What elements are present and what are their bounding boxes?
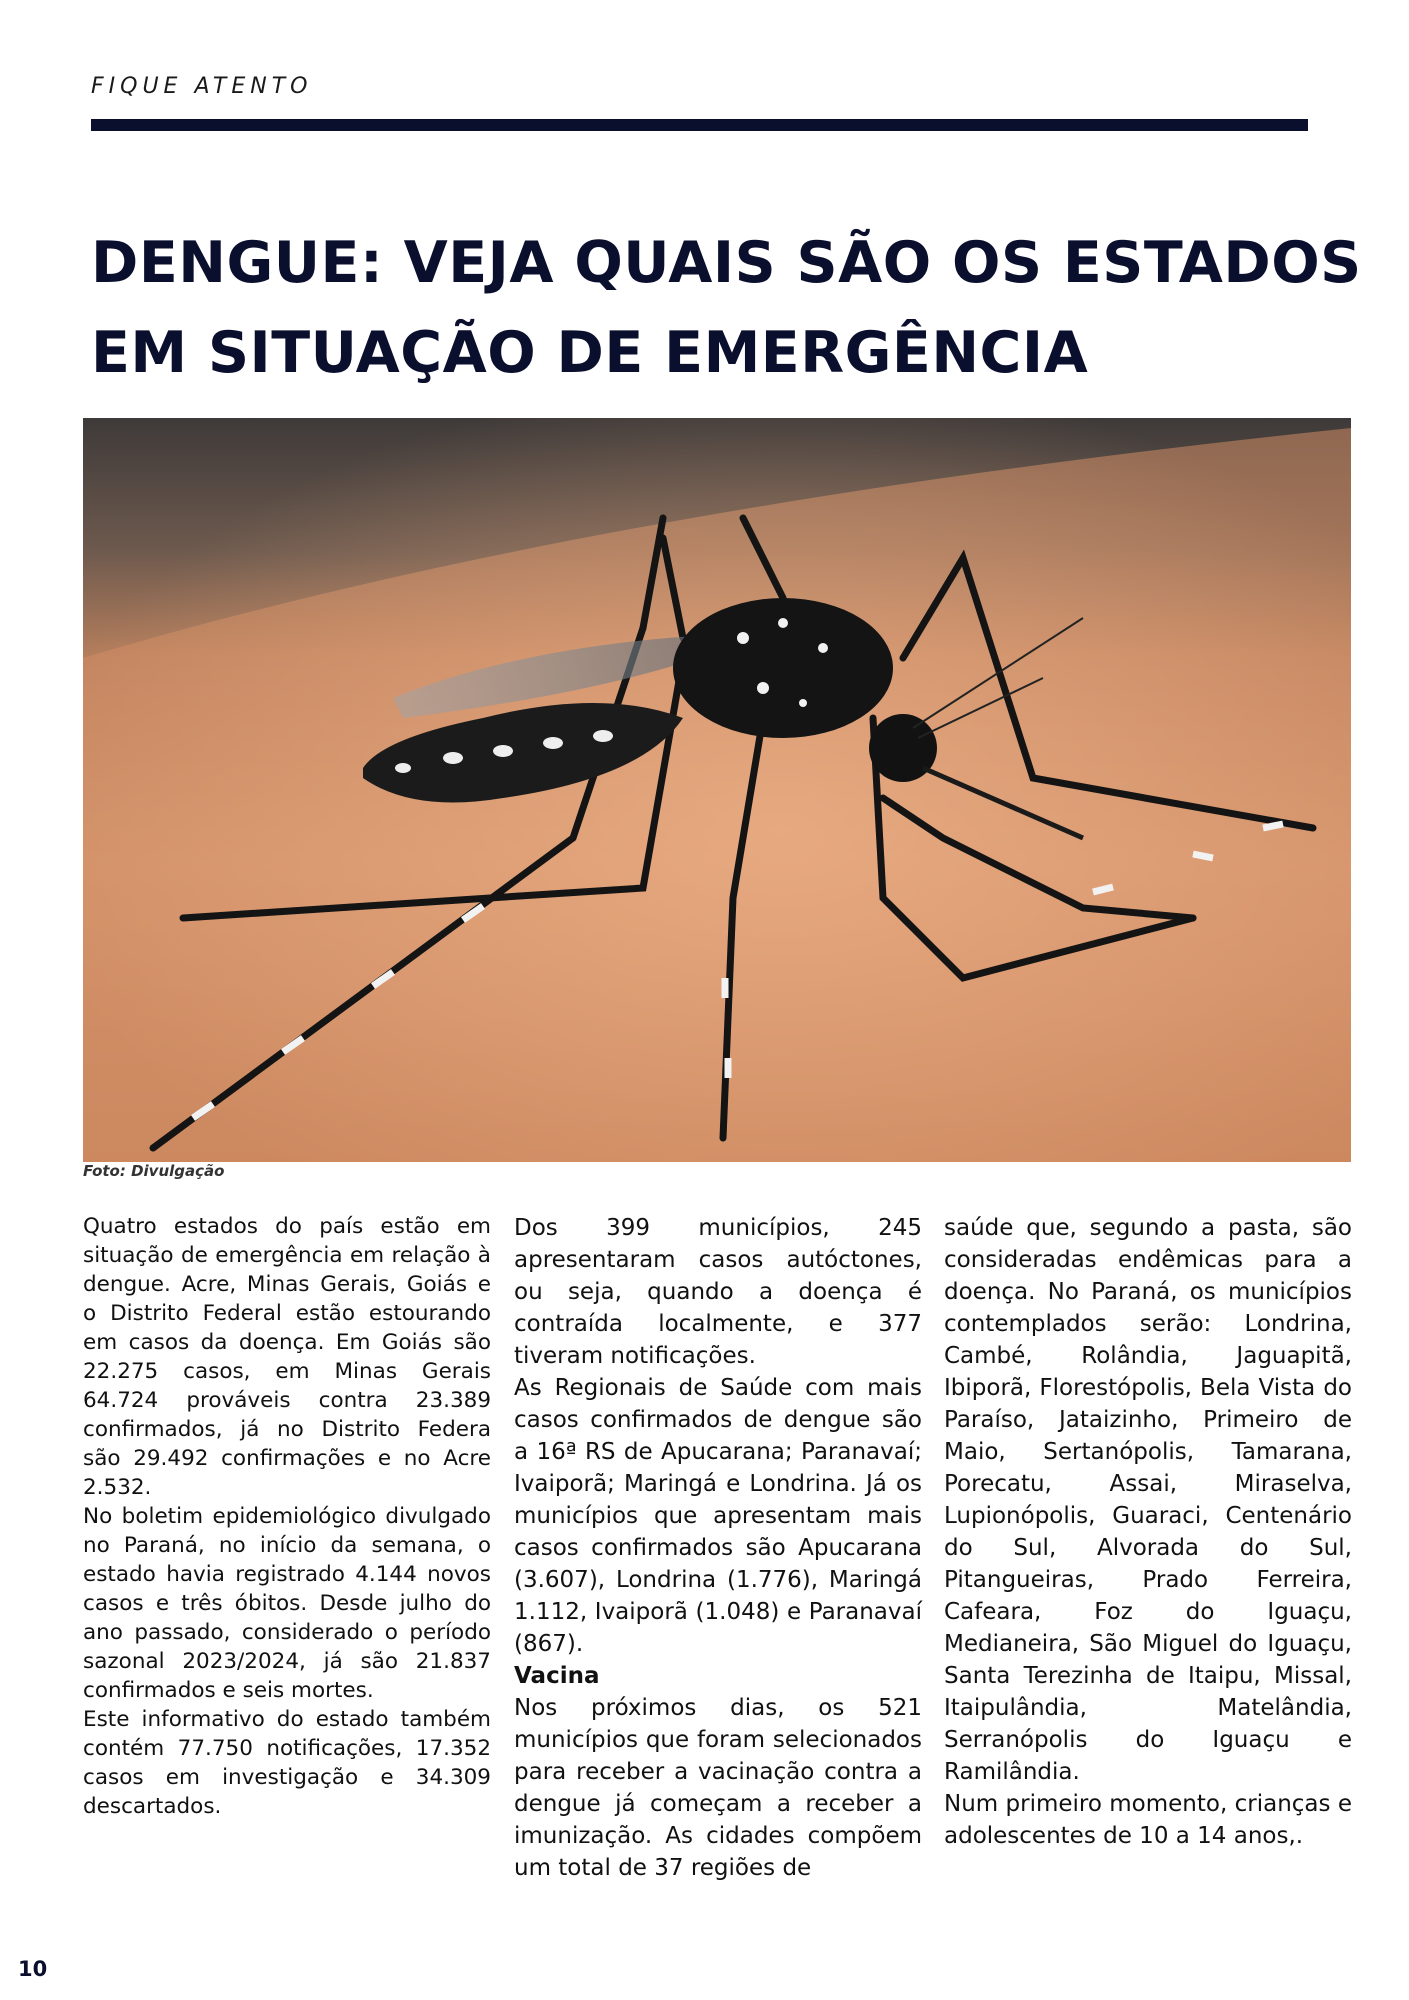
section-label: FIQUE ATENTO	[91, 74, 313, 99]
page-number: 10	[18, 1957, 48, 1981]
headline-line-1: DENGUE: VEJA QUAIS SÃO OS ESTADOS	[91, 230, 1362, 296]
paragraph: Quatro estados do país estão em situação de emergência em relação à dengue. Acre, Minas Gerais, Goiás e o Distrito Federal estão estourando em casos da doença. Em Goiás são 22.275 casos, em Minas Gerais 64.724 prováveis contra 23.389 confirmados, já no Distrito Federa são 29.492 confirmações e no Acre 2.532.	[83, 1214, 491, 1500]
paragraph: Num primeiro momento, crianças e adolescentes de 10 a 14 anos,.	[944, 1791, 1352, 1849]
article-column-2	[514, 1212, 922, 1884]
photo-caption: Foto: Divulgação	[83, 1162, 225, 1180]
paragraph: Nos próximos dias, os 521 municípios que foram selecionados para receber a vacinação contra a dengue já começam a receber a imunização. As cidades compõem um total de 37 regiões de	[514, 1695, 922, 1881]
mosquito-photo	[83, 418, 1351, 1162]
paragraph: As Regionais de Saúde com mais casos confirmados de dengue são a 16ª RS de Apucarana; Paranavaí; Ivaiporã; Maringá e Londrina. Já os municípios que apresentam mais casos confirmados são Apucarana (3.607), Londrina (1.776), Maringá 1.112, Ivaiporã (1.048) e Paranavaí (867).	[514, 1375, 922, 1657]
subheading-vacina: Vacina	[514, 1663, 600, 1689]
paragraph: saúde que, segundo a pasta, são consideradas endêmicas para a doença. No Paraná, os municípios contemplados serão: Londrina, Cambé, Rolândia, Jaguapitã, Ibiporã, Florestópolis, Bela Vista do Paraíso, Jataizinho, Primeiro de Maio, Sertanópolis, Tamarana, Porecatu, Assai, Miraselva, Lupionópolis, Guaraci, Centenário do Sul, Alvorada do Sul, Pitangueiras, Prado Ferreira, Cafeara, Foz do Iguaçu, Medianeira, São Miguel do Iguaçu, Santa Terezinha de Itaipu, Missal, Itaipulândia, Matelândia, Serranópolis do Iguaçu e Ramilândia.	[944, 1215, 1352, 1785]
paragraph: No boletim epidemiológico divulgado no Paraná, no início da semana, o estado havia registrado 4.144 novos casos e três óbitos. Desde julho do ano passado, considerado o período sazonal 2023/2024, já são 21.837 confirmados e seis mortes.	[83, 1504, 491, 1703]
headline-line-2: EM SITUAÇÃO DE EMERGÊNCIA	[91, 320, 1089, 386]
headline	[91, 218, 1362, 398]
paragraph: Dos 399 municípios, 245 apresentaram casos autóctones, ou seja, quando a doença é contraída localmente, e 377 tiveram notificações.	[514, 1215, 922, 1369]
article-column-3	[944, 1212, 1352, 1852]
paragraph: Este informativo do estado também contém 77.750 notificações, 17.352 casos em investigação e 34.309 descartados.	[83, 1707, 491, 1819]
header-rule	[91, 119, 1308, 131]
article-column-1	[83, 1212, 491, 1821]
